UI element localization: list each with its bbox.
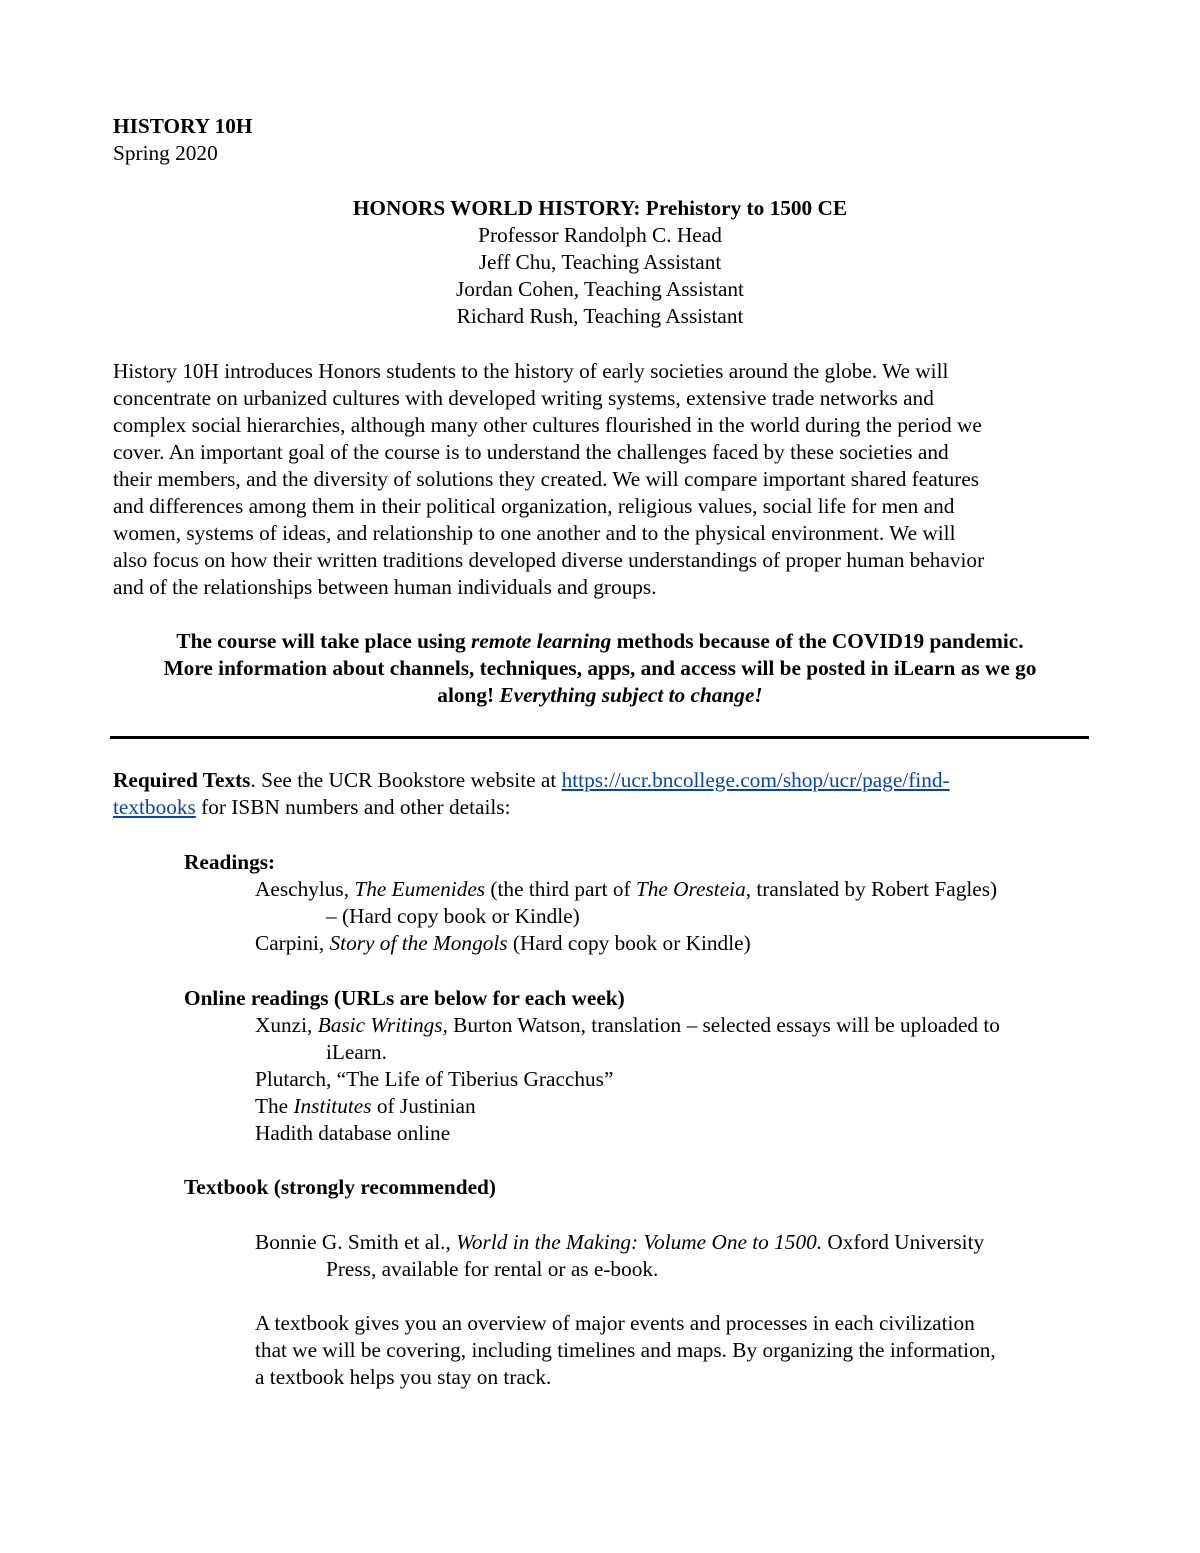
online-institutes: The Institutes of Justinian bbox=[255, 1094, 476, 1118]
readings-heading: Readings: bbox=[184, 850, 276, 874]
online-readings-heading: Online readings (URLs are below for each week) bbox=[184, 986, 625, 1010]
notice-line-3: along! Everything subject to change! bbox=[437, 683, 763, 707]
bookstore-link[interactable]: https://ucr.bncollege.com/shop/ucr/page/find- bbox=[561, 768, 950, 792]
online-xunzi: Xunzi, Basic Writings, Burton Watson, translation – selected essays will be uploaded to bbox=[255, 1013, 1000, 1037]
course-title: HONORS WORLD HISTORY: Prehistory to 1500 CE bbox=[352, 196, 848, 220]
course-code: HISTORY 10H bbox=[113, 114, 253, 138]
textbook-citation: Bonnie G. Smith et al., World in the Making: Volume One to 1500. Oxford University bbox=[255, 1230, 985, 1254]
reading-carpini: Carpini, Story of the Mongols (Hard copy book or Kindle) bbox=[255, 931, 751, 955]
intro-line: cover. An important goal of the course is to understand the challenges faced by these societies and bbox=[113, 440, 949, 464]
intro-line: also focus on how their written traditions developed diverse understandings of proper human behavior bbox=[113, 548, 985, 572]
teaching-assistant-2: Jordan Cohen, Teaching Assistant bbox=[456, 277, 744, 301]
textbook-desc-line: that we will be covering, including timelines and maps. By organizing the information, bbox=[255, 1338, 996, 1362]
intro-line: History 10H introduces Honors students to the history of early societies around the globe. We will bbox=[113, 359, 949, 383]
teaching-assistant-1: Jeff Chu, Teaching Assistant bbox=[478, 250, 722, 274]
notice-line-1: The course will take place using remote learning methods because of the COVID19 pandemic. bbox=[176, 629, 1024, 653]
intro-line: complex social hierarchies, although many other cultures flourished in the world during the period we bbox=[113, 413, 982, 437]
bookstore-link-cont[interactable]: textbooks bbox=[113, 795, 196, 819]
term: Spring 2020 bbox=[113, 141, 218, 165]
horizontal-rule bbox=[110, 736, 1089, 739]
textbook-heading: Textbook (strongly recommended) bbox=[184, 1175, 496, 1199]
teaching-assistant-3: Richard Rush, Teaching Assistant bbox=[456, 304, 744, 328]
intro-line: women, systems of ideas, and relationship to one another and to the physical environment. We will bbox=[113, 521, 956, 545]
required-texts-line-2: textbooks for ISBN numbers and other details: bbox=[113, 795, 511, 819]
online-hadith: Hadith database online bbox=[255, 1121, 451, 1145]
reading-aeschylus-cont: – (Hard copy book or Kindle) bbox=[326, 904, 580, 928]
intro-line: and of the relationships between human individuals and groups. bbox=[113, 575, 657, 599]
intro-line: concentrate on urbanized cultures with developed writing systems, extensive trade networks and bbox=[113, 386, 934, 410]
textbook-desc-line: a textbook helps you stay on track. bbox=[255, 1365, 552, 1389]
professor: Professor Randolph C. Head bbox=[478, 223, 722, 247]
reading-aeschylus: Aeschylus, The Eumenides (the third part of The Oresteia, translated by Robert Fagles) bbox=[255, 877, 998, 901]
required-texts-line-1: Required Texts. See the UCR Bookstore website at https://ucr.bncollege.com/shop/ucr/page/find- bbox=[113, 768, 950, 792]
notice-line-2: More information about channels, techniques, apps, and access will be posted in iLearn as we go bbox=[163, 656, 1037, 680]
textbook-desc-line: A textbook gives you an overview of major events and processes in each civilization bbox=[255, 1311, 975, 1335]
textbook-citation-cont: Press, available for rental or as e-book. bbox=[326, 1257, 659, 1281]
intro-line: their members, and the diversity of solutions they created. We will compare important shared features bbox=[113, 467, 980, 491]
intro-line: and differences among them in their political organization, religious values, social life for men and bbox=[113, 494, 955, 518]
online-xunzi-cont: iLearn. bbox=[326, 1040, 387, 1064]
online-plutarch: Plutarch, “The Life of Tiberius Gracchus” bbox=[255, 1067, 614, 1091]
